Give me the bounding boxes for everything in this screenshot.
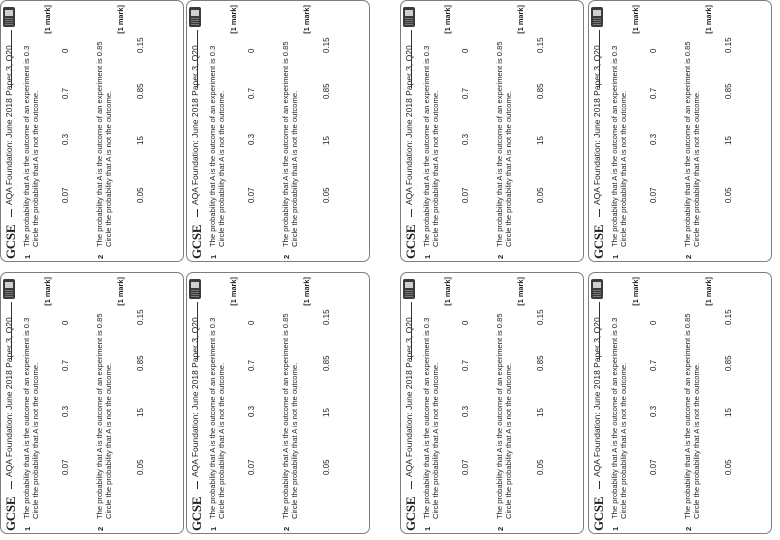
gcse-logo: GCSE [3, 224, 18, 259]
answer-option[interactable]: 0.85 [536, 83, 545, 99]
worksheet-card [400, 0, 584, 262]
answer-option[interactable]: 0.07 [461, 187, 470, 203]
question-instruction: Circle the probability that A is not the outcome. [104, 90, 113, 247]
mark-allocation: [1 mark] [43, 277, 52, 306]
mark-allocation: [1 mark] [302, 277, 311, 306]
question-text: The probability that A is the outcome of an experiment is 0.85 [683, 313, 692, 519]
answer-option[interactable]: 0 [649, 320, 658, 325]
answer-option[interactable]: 0.07 [247, 459, 256, 475]
question-text: The probability that A is the outcome of an experiment is 0.3 [422, 317, 431, 519]
answer-option[interactable]: 0.07 [247, 187, 256, 203]
answer-option[interactable]: 15 [136, 408, 145, 417]
answer-option[interactable]: 15 [136, 136, 145, 145]
answer-option[interactable]: 0.07 [61, 459, 70, 475]
answer-option[interactable]: 0.07 [649, 187, 658, 203]
answer-option[interactable]: 0.85 [724, 83, 733, 99]
divider [197, 209, 198, 217]
divider [599, 30, 600, 88]
calculator-icon [591, 279, 603, 299]
question-text: The probability that A is the outcome of an experiment is 0.85 [683, 41, 692, 247]
question-instruction: Circle the probability that A is not the outcome. [290, 362, 299, 519]
question-instruction: Circle the probability that A is not the outcome. [31, 90, 40, 247]
question-text: The probability that A is the outcome of an experiment is 0.85 [495, 41, 504, 247]
question-number: 2 [684, 254, 693, 259]
divider [11, 481, 12, 489]
divider [411, 302, 412, 360]
answer-option[interactable]: 0.7 [649, 87, 658, 99]
answer-option[interactable]: 0.85 [724, 355, 733, 371]
question-text: The probability that A is the outcome of an experiment is 0.3 [610, 45, 619, 247]
answer-option[interactable]: 0.07 [461, 459, 470, 475]
answer-option[interactable]: 0.07 [61, 187, 70, 203]
worksheet-card [186, 272, 370, 534]
mark-allocation: [1 mark] [43, 5, 52, 34]
answer-option[interactable]: 0.05 [136, 459, 145, 475]
calculator-icon [403, 279, 415, 299]
answer-option[interactable]: 0.05 [724, 187, 733, 203]
answer-option[interactable]: 0 [61, 320, 70, 325]
answer-option[interactable]: 0.7 [61, 87, 70, 99]
question-instruction: Circle the probability that A is not the outcome. [104, 362, 113, 519]
answer-option[interactable]: 0.3 [61, 133, 70, 145]
divider [11, 209, 12, 217]
calculator-icon [403, 7, 415, 27]
answer-option[interactable]: 0.3 [461, 405, 470, 417]
question-instruction: Circle the probability that A is not the outcome. [504, 90, 513, 247]
divider [599, 481, 600, 489]
answer-option[interactable]: 0.7 [461, 87, 470, 99]
answer-option[interactable]: 0.05 [322, 187, 331, 203]
answer-option[interactable]: 0.15 [536, 37, 545, 53]
divider [599, 302, 600, 360]
answer-option[interactable]: 0.05 [136, 187, 145, 203]
gcse-logo: GCSE [403, 496, 418, 531]
answer-option[interactable]: 0.15 [322, 309, 331, 325]
question-number: 1 [611, 526, 620, 531]
answer-option[interactable]: 0.15 [322, 37, 331, 53]
question-text: The probability that A is the outcome of an experiment is 0.3 [208, 317, 217, 519]
answer-option[interactable]: 0.85 [136, 355, 145, 371]
answer-option[interactable]: 0.3 [247, 405, 256, 417]
worksheet-card [588, 0, 772, 262]
answer-option[interactable]: 0 [61, 48, 70, 53]
question-number: 2 [96, 526, 105, 531]
question-instruction: Circle the probability that A is not the outcome. [692, 90, 701, 247]
worksheet-title: AQA Foundation: June 2018 Paper 3, Q20 [4, 45, 14, 205]
divider [599, 209, 600, 217]
question-text: The probability that A is the outcome of an experiment is 0.85 [495, 313, 504, 519]
mark-allocation: [1 mark] [631, 277, 640, 306]
mark-allocation: [1 mark] [516, 5, 525, 34]
question-text: The probability that A is the outcome of an experiment is 0.85 [281, 313, 290, 519]
worksheet-title: AQA Foundation: June 2018 Paper 3, Q20 [4, 317, 14, 477]
question-number: 1 [423, 254, 432, 259]
question-instruction: Circle the probability that A is not the outcome. [31, 362, 40, 519]
question-instruction: Circle the probability that A is not the outcome. [619, 362, 628, 519]
question-number: 1 [423, 526, 432, 531]
answer-option[interactable]: 0 [461, 48, 470, 53]
calculator-icon [189, 279, 201, 299]
divider [411, 30, 412, 88]
question-number: 2 [684, 526, 693, 531]
worksheet-title: AQA Foundation: June 2018 Paper 3, Q20 [592, 317, 602, 477]
gcse-logo: GCSE [591, 496, 606, 531]
question-text: The probability that A is the outcome of an experiment is 0.3 [610, 317, 619, 519]
gcse-logo: GCSE [3, 496, 18, 531]
answer-option[interactable]: 0.05 [322, 459, 331, 475]
mark-allocation: [1 mark] [516, 277, 525, 306]
question-instruction: Circle the probability that A is not the outcome. [217, 90, 226, 247]
answer-option[interactable]: 0.7 [247, 359, 256, 371]
question-number: 1 [23, 254, 32, 259]
divider [11, 30, 12, 88]
question-number: 1 [23, 526, 32, 531]
question-text: The probability that A is the outcome of an experiment is 0.85 [281, 41, 290, 247]
question-text: The probability that A is the outcome of an experiment is 0.3 [22, 317, 31, 519]
question-number: 1 [611, 254, 620, 259]
gcse-logo: GCSE [403, 224, 418, 259]
worksheet-title: AQA Foundation: June 2018 Paper 3, Q20 [404, 45, 414, 205]
question-number: 2 [96, 254, 105, 259]
question-number: 2 [282, 254, 291, 259]
mark-allocation: [1 mark] [704, 5, 713, 34]
answer-option[interactable]: 0.85 [536, 355, 545, 371]
answer-option[interactable]: 0.7 [61, 359, 70, 371]
calculator-icon [3, 279, 15, 299]
divider [197, 30, 198, 88]
question-instruction: Circle the probability that A is not the outcome. [217, 362, 226, 519]
answer-option[interactable]: 0.15 [136, 309, 145, 325]
answer-option[interactable]: 15 [724, 136, 733, 145]
question-text: The probability that A is the outcome of an experiment is 0.3 [22, 45, 31, 247]
worksheet-card [588, 272, 772, 534]
answer-option[interactable]: 0.15 [136, 37, 145, 53]
answer-option[interactable]: 0.85 [322, 355, 331, 371]
answer-option[interactable]: 0.7 [649, 359, 658, 371]
worksheet-card [400, 272, 584, 534]
answer-option[interactable]: 0.3 [61, 405, 70, 417]
question-number: 1 [209, 254, 218, 259]
question-number: 1 [209, 526, 218, 531]
question-instruction: Circle the probability that A is not the outcome. [290, 90, 299, 247]
answer-option[interactable]: 0 [461, 320, 470, 325]
mark-allocation: [1 mark] [704, 277, 713, 306]
answer-option[interactable]: 15 [536, 136, 545, 145]
question-instruction: Circle the probability that A is not the outcome. [431, 90, 440, 247]
question-number: 2 [282, 526, 291, 531]
mark-allocation: [1 mark] [302, 5, 311, 34]
worksheet-title: AQA Foundation: June 2018 Paper 3, Q20 [404, 317, 414, 477]
worksheet-title: AQA Foundation: June 2018 Paper 3, Q20 [190, 317, 200, 477]
worksheet-card [0, 0, 184, 262]
answer-option[interactable]: 0.07 [649, 459, 658, 475]
answer-option[interactable]: 0.85 [322, 83, 331, 99]
mark-allocation: [1 mark] [443, 277, 452, 306]
answer-option[interactable]: 0.15 [724, 309, 733, 325]
mark-allocation: [1 mark] [631, 5, 640, 34]
divider [411, 209, 412, 217]
question-text: The probability that A is the outcome of an experiment is 0.3 [422, 45, 431, 247]
answer-option[interactable]: 0.15 [724, 37, 733, 53]
question-instruction: Circle the probability that A is not the outcome. [619, 90, 628, 247]
calculator-icon [591, 7, 603, 27]
question-instruction: Circle the probability that A is not the outcome. [692, 362, 701, 519]
answer-option[interactable]: 15 [536, 408, 545, 417]
question-instruction: Circle the probability that A is not the outcome. [431, 362, 440, 519]
mark-allocation: [1 mark] [116, 277, 125, 306]
answer-option[interactable]: 15 [322, 408, 331, 417]
answer-option[interactable]: 0 [649, 48, 658, 53]
mark-allocation: [1 mark] [229, 5, 238, 34]
divider [411, 481, 412, 489]
mark-allocation: [1 mark] [229, 277, 238, 306]
answer-option[interactable]: 0 [247, 48, 256, 53]
answer-option[interactable]: 0 [247, 320, 256, 325]
divider [197, 302, 198, 360]
gcse-logo: GCSE [189, 224, 204, 259]
answer-option[interactable]: 0.85 [136, 83, 145, 99]
answer-option[interactable]: 0.3 [247, 133, 256, 145]
worksheet-card [0, 272, 184, 534]
mark-allocation: [1 mark] [443, 5, 452, 34]
calculator-icon [189, 7, 201, 27]
mark-allocation: [1 mark] [116, 5, 125, 34]
question-text: The probability that A is the outcome of an experiment is 0.85 [95, 41, 104, 247]
question-number: 2 [496, 254, 505, 259]
question-text: The probability that A is the outcome of an experiment is 0.85 [95, 313, 104, 519]
answer-option[interactable]: 0.15 [536, 309, 545, 325]
question-text: The probability that A is the outcome of an experiment is 0.3 [208, 45, 217, 247]
answer-option[interactable]: 0.3 [461, 133, 470, 145]
worksheet-title: AQA Foundation: June 2018 Paper 3, Q20 [190, 45, 200, 205]
divider [197, 481, 198, 489]
divider [11, 302, 12, 360]
answer-option[interactable]: 0.05 [724, 459, 733, 475]
answer-option[interactable]: 15 [724, 408, 733, 417]
answer-option[interactable]: 0.3 [649, 133, 658, 145]
gcse-logo: GCSE [189, 496, 204, 531]
question-number: 2 [496, 526, 505, 531]
answer-option[interactable]: 15 [322, 136, 331, 145]
calculator-icon [3, 7, 15, 27]
gcse-logo: GCSE [591, 224, 606, 259]
worksheet-card [186, 0, 370, 262]
worksheet-title: AQA Foundation: June 2018 Paper 3, Q20 [592, 45, 602, 205]
answer-option[interactable]: 0.05 [536, 459, 545, 475]
question-instruction: Circle the probability that A is not the outcome. [504, 362, 513, 519]
answer-option[interactable]: 0.7 [461, 359, 470, 371]
answer-option[interactable]: 0.7 [247, 87, 256, 99]
answer-option[interactable]: 0.05 [536, 187, 545, 203]
answer-option[interactable]: 0.3 [649, 405, 658, 417]
